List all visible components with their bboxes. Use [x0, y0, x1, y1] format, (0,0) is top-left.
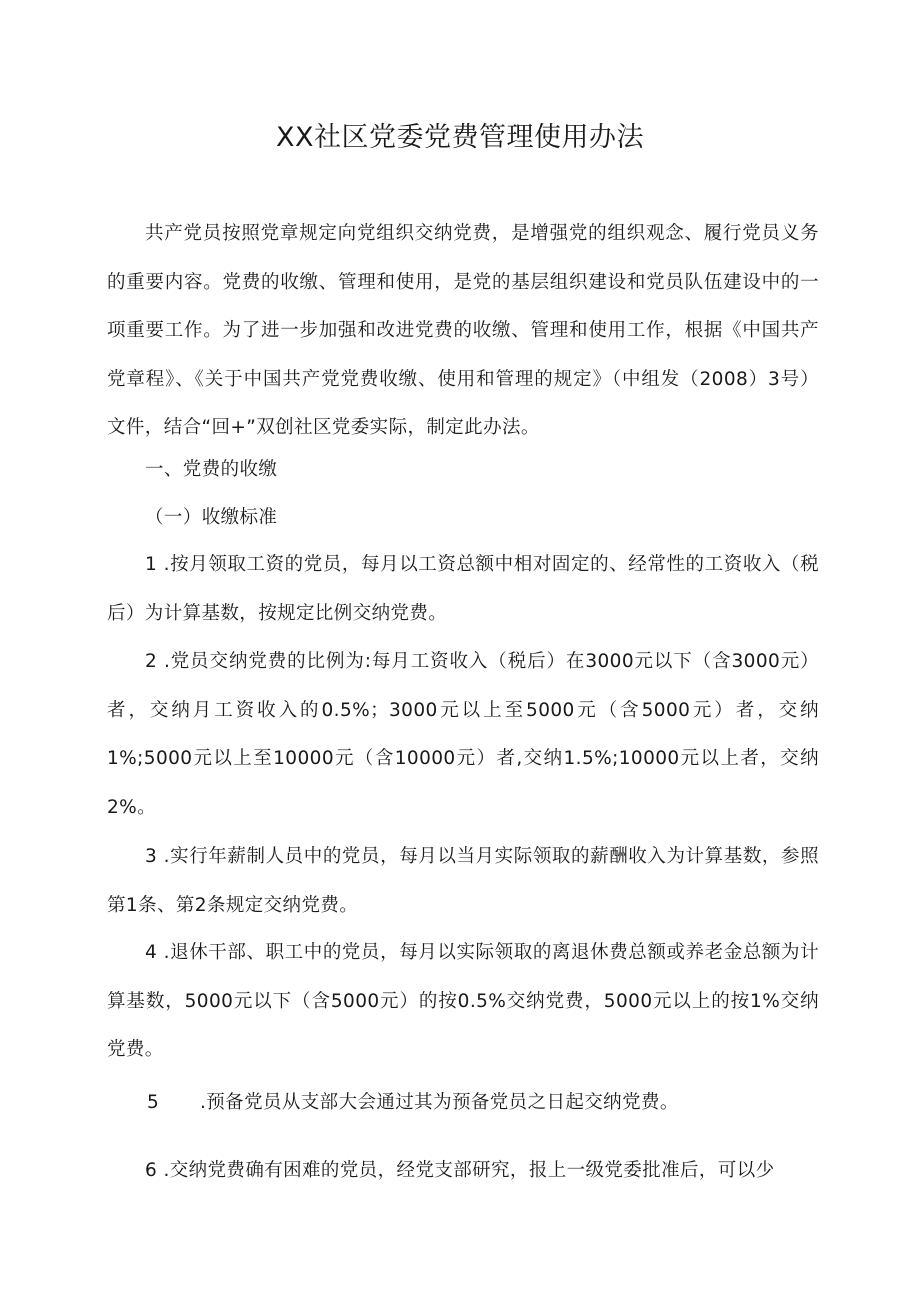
- list-item-5-text: .预备党员从支部大会通过其为预备党员之日起交纳党费。: [200, 1092, 679, 1113]
- list-item-1: 1 .按月领取工资的党员，每月以工资总额中相对固定的、经常性的工资收入（税后）为计算基数，按规定比例交纳党费。: [107, 554, 819, 624]
- list-item-2: 2 .党员交纳党费的比例为:每月工资收入（税后）在3000元以下（含3000元）者，交纳月工资收入的0.5%；3000元以上至5000元（含5000元）者，交纳1%;5000元以上至10000元（含10000元）者,交纳1.5%;10000元以上者，交纳2%。: [107, 651, 819, 818]
- list-item-6: 6 .交纳党费确有困难的党员，经党支部研究，报上一级党委批准后，可以少: [145, 1160, 775, 1181]
- document-title: XX社区党委党费管理使用办法: [276, 122, 644, 153]
- subsection-heading: （一）收缴标准: [145, 507, 278, 528]
- intro-paragraph: 共产党员按照党章规定向党组织交纳党费，是增强党的组织观念、履行党员义务的重要内容。党费的收缴、管理和使用，是党的基层组织建设和党员队伍建设中的一项重要工作。为了进一步加强和改进党费的收缴、管理和使用工作，根据《中国共产党章程》、《关于中国共产党党费收缴、使用和管理的规定》（中组发（2008）3号）文件，结合“回+”双创社区党委实际，制定此办法。: [107, 223, 819, 438]
- list-item-3: 3 .实行年薪制人员中的党员，每月以当月实际领取的薪酬收入为计算基数，参照第1条、第2条规定交纳党费。: [107, 846, 819, 916]
- list-item-5-number: 5: [147, 1092, 160, 1113]
- section-heading: 一、党费的收缴: [145, 459, 278, 480]
- list-item-4: 4 .退休干部、职工中的党员，每月以实际领取的离退休费总额或养老金总额为计算基数，5000元以下（含5000元）的按0.5%交纳党费，5000元以上的按1%交纳党费。: [107, 942, 819, 1060]
